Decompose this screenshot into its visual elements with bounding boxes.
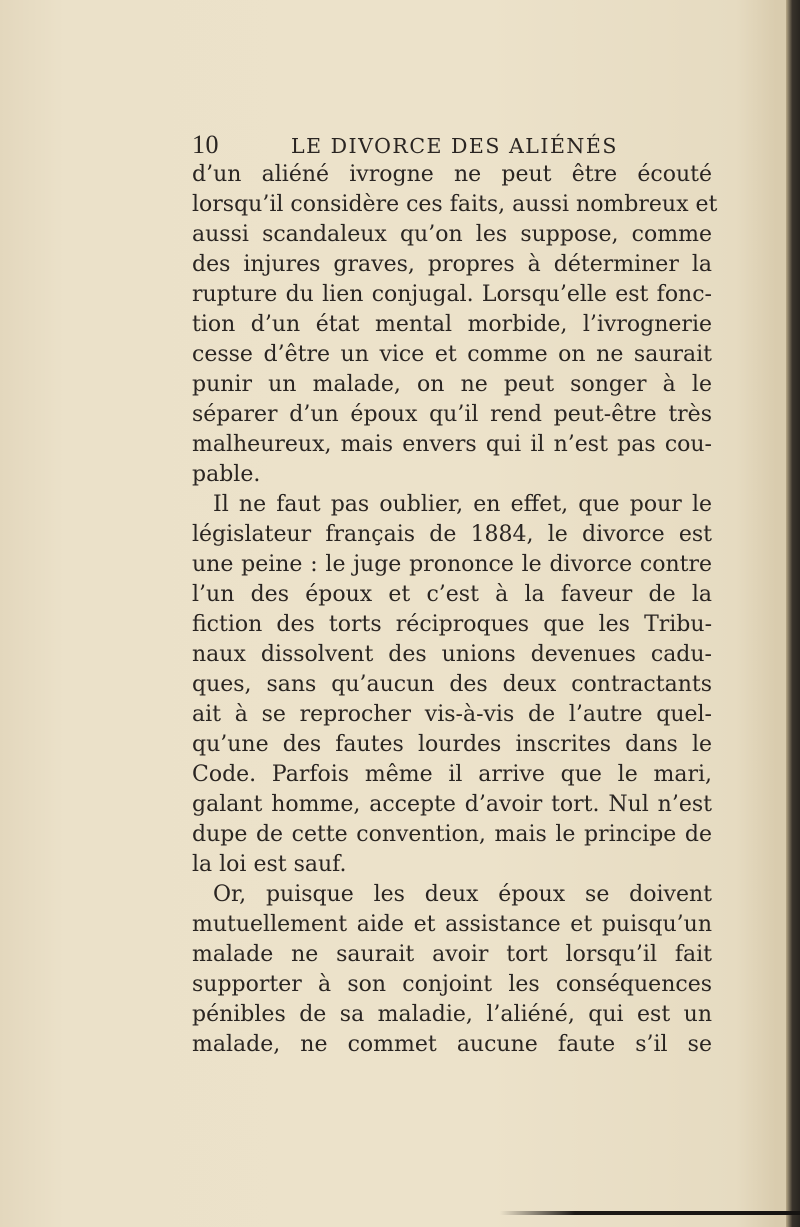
text-line: malade, ne commet aucune faute s’il se	[192, 1032, 712, 1057]
text-line: d’un aliéné ivrogne ne peut être écouté	[192, 162, 712, 187]
text-line: malheureux, mais envers qui il n’est pas cou-	[192, 432, 712, 457]
page-edge-shadow	[786, 0, 800, 1227]
text-line: cesse d’être un vice et comme on ne saurait	[192, 342, 712, 367]
paragraph-1	[192, 160, 718, 490]
text-line: Code. Parfois même il arrive que le mari,	[192, 762, 712, 787]
text-line: tion d’un état mental morbide, l’ivrognerie	[192, 312, 712, 337]
running-head: LE DIVORCE DES ALIÉNÉS	[291, 134, 618, 158]
text-line: supporter à son conjoint les conséquences	[192, 972, 712, 997]
bottom-edge-shadow	[500, 1211, 800, 1215]
text-line: fiction des torts réciproques que les Tribu-	[192, 612, 712, 637]
text-line: ait à se reprocher vis-à-vis de l’autre quel-	[192, 702, 712, 727]
text-line: législateur français de 1884, le divorce est	[192, 522, 712, 547]
text-line: Or, puisque les deux époux se doivent	[213, 882, 712, 907]
text-line: mutuellement aide et assistance et puisqu’un	[192, 912, 712, 937]
text-line: naux dissolvent des unions devenues cadu-	[192, 642, 712, 667]
text-line: Il ne faut pas oublier, en effet, que pour le	[213, 492, 712, 517]
text-line: une peine : le juge prononce le divorce contre	[192, 552, 712, 577]
paragraph-2	[192, 490, 712, 880]
text-line: malade ne saurait avoir tort lorsqu’il fait	[192, 942, 712, 967]
text-line: dupe de cette convention, mais le principe de	[192, 822, 712, 847]
text-line: rupture du lien conjugal. Lorsqu’elle est fonc-	[192, 282, 712, 307]
text-line: pénibles de sa maladie, l’aliéné, qui est un	[192, 1002, 712, 1027]
body-text	[192, 160, 718, 1060]
page-number: 10	[192, 130, 219, 159]
text-line: lorsqu’il considère ces faits, aussi nombreux et	[192, 192, 718, 217]
text-line: séparer d’un époux qu’il rend peut-être très	[192, 402, 712, 427]
text-line: ques, sans qu’aucun des deux contractants	[192, 672, 712, 697]
text-line: pable.	[192, 462, 261, 487]
text-line: l’un des époux et c’est à la faveur de la	[192, 582, 712, 607]
text-line: des injures graves, propres à déterminer la	[192, 252, 712, 277]
paragraph-3	[192, 880, 712, 1060]
text-line: la loi est sauf.	[192, 852, 347, 877]
text-line: punir un malade, on ne peut songer à le	[192, 372, 712, 397]
text-line: galant homme, accepte d’avoir tort. Nul n’est	[192, 792, 712, 817]
text-line: aussi scandaleux qu’on les suppose, comme	[192, 222, 712, 247]
text-line: qu’une des fautes lourdes inscrites dans le	[192, 732, 712, 757]
page-header	[192, 130, 752, 162]
